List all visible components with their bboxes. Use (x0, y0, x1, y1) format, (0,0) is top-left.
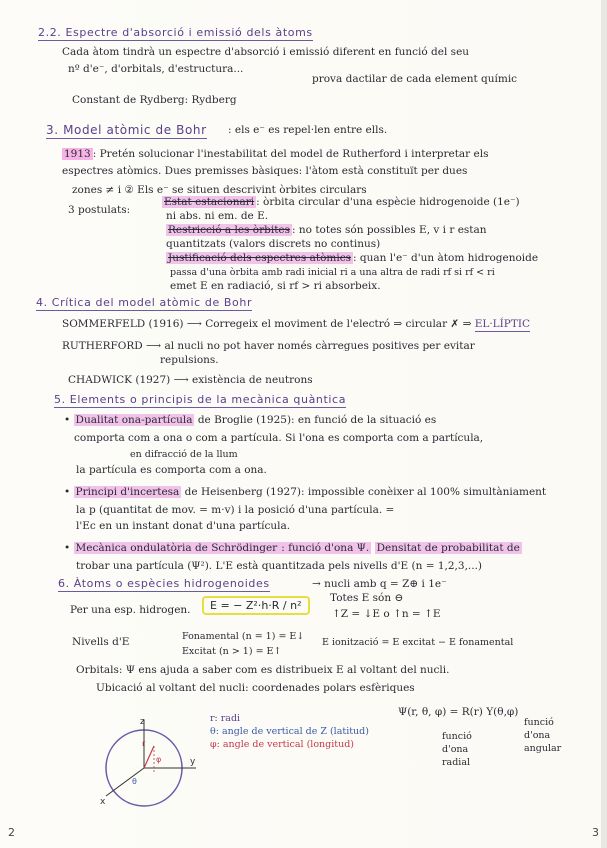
s4-l3a: CHADWICK (1927) (68, 374, 171, 386)
phi-label: φ (156, 755, 162, 764)
s22-line2: nº d'e⁻, d'orbitals, d'estructura... (68, 63, 244, 75)
s3-post3a: Justificació dels espectres atòmics (168, 252, 351, 264)
axis-y-label: y (190, 757, 196, 767)
s3-post2b: : no totes són possibles E, v i r estan (292, 224, 487, 236)
s3-p1c: zones (72, 184, 103, 196)
s4-l2c: repulsions. (160, 354, 219, 366)
s22-line3: Constant de Rydberg: Rydberg (72, 94, 237, 106)
page-edge (601, 0, 607, 848)
s5-b3b: : funció d'ona Ψ. (281, 542, 370, 554)
s6-l3: Orbitals: Ψ ens ajuda a saber com es distribueix E al voltant del nucli. (76, 664, 450, 676)
page-number-left: 2 (8, 826, 15, 839)
s5-b1b: de Broglie (1925): en funció de la situació es (197, 414, 437, 426)
s6-legend-r: r: radi (210, 713, 241, 724)
s6-l4: Ubicació al voltant del nucli: coordenades polars esfèriques (96, 682, 415, 694)
s5-b1d: en difracció de la llum (130, 449, 238, 460)
notebook-page: 2.2. Espectre d'absorció i emissió dels àtoms Cada àtom tindrà un espectre d'absorció i emissió diferent en funció del seu nº d'e⁻, d'orbitals, d'estructura... prova dactilar de cada element químic Constant de Rydberg: Rydberg 3. Model atòmic de Bohr : els e⁻ es repel·len entre ells. 1913 : Pretén solucionar l'inestabilitat del model de Rutherford i interpretar els espectres atòmics. Dues premisses bàsiques: l'àtom està constituït per dues zones ≠ i ② Els e⁻ se situen descrivint òrbites circulars 3 postulats: Estat estacionari : òrbita circular d'una espècie hidrogenoide (1e⁻) ni abs. ni em. de E. Restricció a les òrbites : no totes són possibles E, v i r estan quantitzats (valors discrets no continus) Justificació dels espectres atòmics : quan l'e⁻ d'un àtom hidrogenoide passa d'una òrbita amb radi inicial ri a una altra de radi rf si rf < ri emet E en radiació, si rf > ri absorbeix. 4. Crítica del model atòmic de Bohr SOMMERFELD (1916) ⟶ Corregeix el moviment de l'electró ⇒ circular ✗ ⇒ EL·LÍPTIC RUTHERFORD ⟶ al nucli no pot haver només càrregues positives per evitar repulsions. CHADWICK (1927) ⟶ existència de neutrons 5. Elements o principis de la mecànica quàntica • Dualitat ona-partícula de Broglie (1925): en funció de la situació es comporta com a ona o com a partícula. Si l'ona es comporta com a partícula, en difracció de la llum la partícula es comporta com a ona. • Principi d'incertesa de Heisenberg (1927): impossible conèixer al 100% simultàniament la p (quantitat de mov. = m·v) i la posició d'una partícula. = l'Ec en un instant donat d'una partícula. • Mecànica ondulatòria de Schrödinger : funció d'ona Ψ. Densitat de probabilitat de trobar una partícula (Ψ²). L'E està quantitzada pels nivells d'E (n = 1,2,3,...) 6. Àtoms o espècies hidrogenoides → nucli amb q = Z⊕ i 1e⁻ Per una esp. hidrogen. E = − Z²·h·R / n² Totes E són ⊖ ↑Z = ↓E o ↑n = ↑E Nivells d'E Fonamental (n = 1) = E↓ Excitat (n > 1) = E↑ E ionització = E excitat − E fonamental Orbitals: Ψ ens ajuda a saber com es distribueix E al voltant del nucli. Ubicació al voltant del nucli: coordenades polars esfèriques r: radi θ: angle de vertical de Z (latitud) φ: angle de vertical (longitud) Ψ(r, θ, φ) = R(r) Y(θ,φ) funció d'ona radial funció d'ona angular z x y r θ φ 2 3 (0, 0, 607, 848)
s3-post1b: : òrbita circular d'una espècie hidrogenoide (1e⁻) (256, 196, 520, 208)
s6-l2d: E ionització = E excitat − E fonamental (322, 637, 514, 648)
spherical-coordinates-sketch (84, 712, 202, 812)
section-4-title: 4. Crítica del model atòmic de Bohr (36, 296, 253, 309)
s5-b1a: Dualitat ona-partícula (75, 414, 193, 426)
s5-b3c: Densitat de probabilitat de (376, 542, 520, 554)
s4-l2a: RUTHERFORD (62, 340, 143, 352)
s6-l1a: Per una esp. hidrogen. (70, 604, 191, 616)
s3-post2a: Restricció a les òrbites (168, 224, 291, 236)
s6-legend-theta: θ: angle de vertical de Z (latitud) (210, 726, 369, 737)
theta-label: θ (132, 777, 137, 786)
s5-b2d: l'Ec en un instant donat d'una partícula. (76, 520, 291, 532)
section-2-2-title: 2.2. Espectre d'absorció i emissió dels àtoms (38, 26, 313, 39)
s5-b2b: de Heisenberg (1927): impossible conèixer al 100% simultàniament (184, 486, 547, 498)
s22-line1: Cada àtom tindrà un espectre d'absorció i emissió diferent en funció del seu (62, 46, 470, 58)
s6-formula: E = − Z²·h·R / n² (202, 596, 310, 615)
section-6-title: 6. Àtoms o espècies hidrogenoides (58, 577, 270, 590)
s5-b1e: la partícula es comporta com a ona. (76, 464, 267, 476)
s22-line2b: prova dactilar de cada element químic (312, 73, 518, 85)
s6-l2b: Fonamental (n = 1) = E↓ (182, 631, 305, 642)
axis-z-label: z (140, 717, 145, 727)
s3-year: 1913 (64, 148, 91, 160)
s3-postulats: 3 postulats: (68, 204, 131, 216)
s6-psi-radial: funció d'ona radial (442, 731, 472, 768)
section-5-title: 5. Elements o principis de la mecànica quàntica (54, 393, 347, 406)
s5-b2a: Principi d'incertesa (75, 486, 180, 498)
page-number-right: 3 (592, 826, 599, 839)
s6-legend-phi: φ: angle de vertical (longitud) (210, 739, 354, 750)
s6-l2c: Excitat (n > 1) = E↑ (182, 646, 282, 657)
s5-b1c: comporta com a ona o com a partícula. Si l'ona es comporta com a partícula, (74, 432, 484, 444)
radius-label: r (142, 739, 146, 748)
s3-post1a: Estat estacionari (164, 196, 255, 208)
s4-l1c: EL·LÍPTIC (474, 318, 531, 330)
s3-post2c: quantitzats (valors discrets no continus) (166, 238, 381, 250)
s3-p1c4: òrbites circulars (279, 184, 367, 196)
s6-psi: Ψ(r, θ, φ) = R(r) Y(θ,φ) (398, 706, 519, 718)
s4-l3b: existència de neutrons (192, 374, 313, 386)
s3-p1c2: i (117, 184, 122, 196)
s5-b3a: Mecànica ondulatòria de Schrödinger (75, 542, 278, 554)
s3-post3b: : quan l'e⁻ d'un àtom hidrogenoide (352, 252, 539, 264)
s3-p1c3: Els e⁻ se situen descrivint (137, 184, 276, 196)
s6-title-note: → nucli amb q = Z⊕ i 1e⁻ (312, 578, 447, 590)
s4-l1a: SOMMERFELD (1916) (62, 318, 184, 330)
axis-x-label: x (100, 797, 106, 807)
s6-l2a: Nivells d'E (72, 636, 130, 648)
s4-l1b: Corregeix el moviment de l'electró ⇒ circular (205, 318, 448, 330)
s5-b2c: la p (quantitat de mov. = m·v) i la posició d'una partícula. = (76, 504, 395, 516)
section-3-title: 3. Model atòmic de Bohr (46, 123, 207, 137)
s6-psi-angular: funció d'ona angular (524, 717, 562, 754)
s3-post1c: ni abs. ni em. (166, 210, 238, 222)
s3-p1a: : Pretén solucionar l'inestabilitat del model de Rutherford i interpretar els (92, 148, 489, 160)
s6-l1b: Totes E són ⊖ (330, 592, 404, 604)
s4-l2b: al nucli no pot haver només càrregues positives per evitar (164, 340, 475, 352)
s3-post3c: passa d'una òrbita amb radi inicial ri a una altra de radi rf si rf < ri (170, 267, 495, 278)
s6-l1c: ↑Z = ↓E o ↑n = ↑E (332, 608, 441, 620)
s3-title-note: : els e⁻ es repel·len entre ells. (228, 124, 388, 136)
s3-post1d: de E. (240, 210, 269, 222)
s3-p1b: espectres atòmics. Dues premisses bàsiques: l'àtom està constituït per dues (62, 165, 468, 177)
s3-post3d: emet E en radiació, si rf > ri absorbeix. (170, 280, 381, 292)
s5-b3d: trobar una partícula (Ψ²). L'E està quantitzada pels nivells d'E (n = 1,2,3,...) (76, 560, 483, 572)
